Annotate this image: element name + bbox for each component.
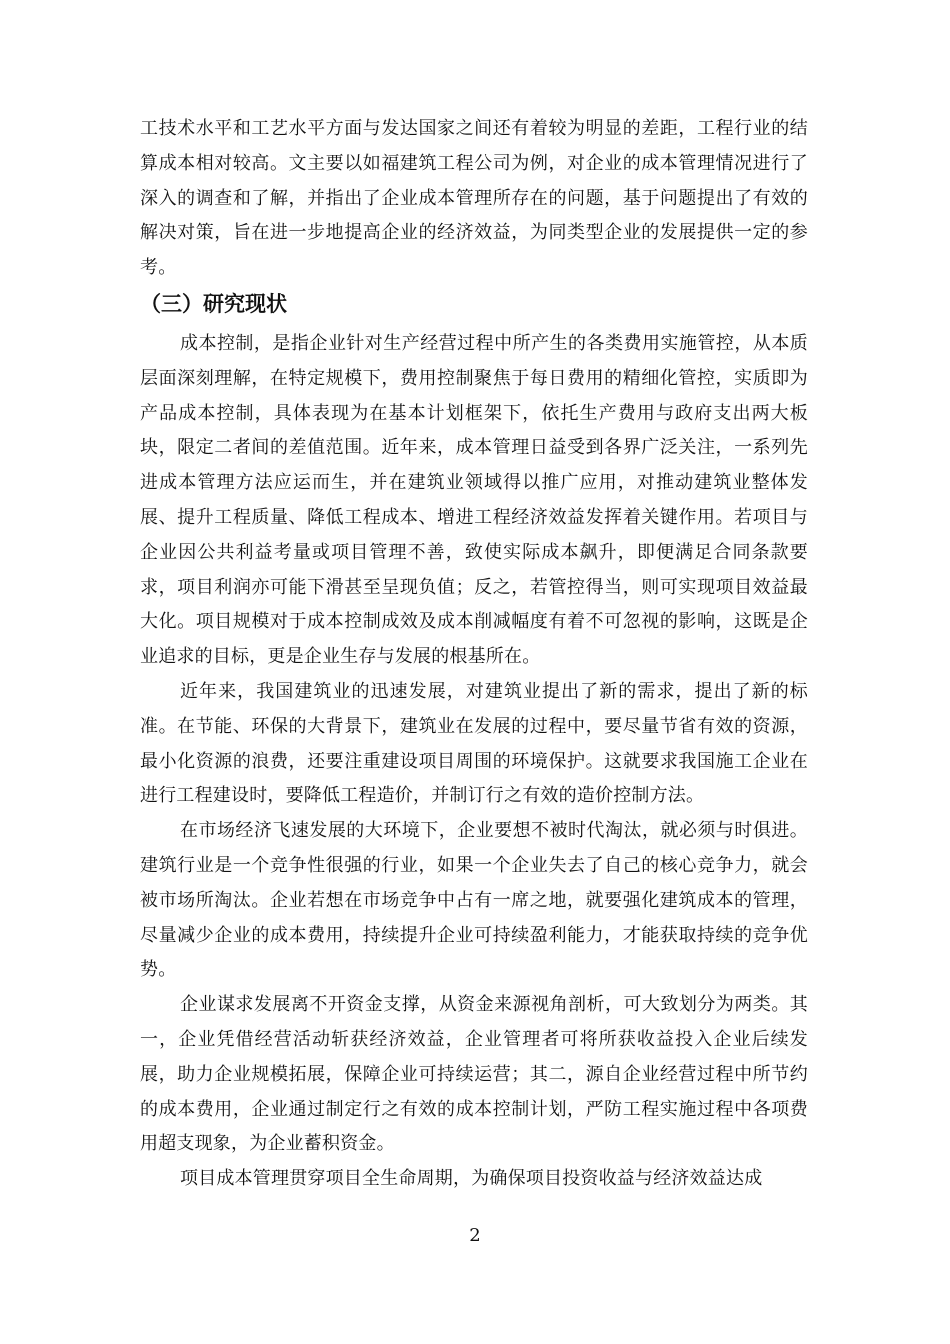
page-number: 2 <box>469 1225 481 1246</box>
body-paragraph-market-competition: 在市场经济飞速发展的大环境下，企业要想不被时代淘汰，就必须与时俱进。建筑行业是一个竞争性很强的行业，如果一个企业失去了自己的核心竞争力，就会被市场所淘汰。企业若想在市场竞争中占有一席之地，就要强化建筑成本的管理，尽量减少企业的成本费用，持续提升企业可持续盈利能力，才能获取持续的竞争优势。 <box>140 820 808 981</box>
body-paragraph-industry-development: 近年来，我国建筑业的迅速发展，对建筑业提出了新的需求，提出了新的标准。在节能、环保的大背景下，建筑业在发展的过程中，要尽量节省有效的资源，最小化资源的浪费，还要注重建设项目周围的环境保护。这就要求我国施工企业在进行工程建设时，要降低工程造价，并制订行之有效的造价控制方法。 <box>140 680 808 807</box>
body-paragraph-funding-sources: 企业谋求发展离不开资金支撑，从资金来源视角剖析，可大致划分为两类。其一，企业凭借经营活动斩获经济效益，企业管理者可将所获收益投入企业后续发展，助力企业规模拓展，保障企业可持续运营；其二，源自企业经营过程中所节约的成本费用，企业通过制定行之有效的成本控制计划，严防工程实施过程中各项费用超支现象，为企业蓄积资金。 <box>140 994 808 1155</box>
body-paragraph-project-cost-management: 项目成本管理贯穿项目全生命周期，为确保项目投资收益与经济效益达成 <box>180 1168 763 1190</box>
body-text-block <box>140 327 808 1197</box>
intro-paragraph: 工技术水平和工艺水平方面与发达国家之间还有着较为明显的差距，工程行业的结算成本相对较高。文主要以如福建筑工程公司为例，对企业的成本管理情况进行了深入的调查和了解，并指出了企业成本管理所存在的问题，基于问题提出了有效的解决对策，旨在进一步地提高企业的经济效益，为同类型企业的发展提供一定的参考。 <box>140 118 808 279</box>
body-paragraph-cost-control: 成本控制，是指企业针对生产经营过程中所产生的各类费用实施管控，从本质层面深刻理解，在特定规模下，费用控制聚焦于每日费用的精细化管控，实质即为产品成本控制，具体表现为在基本计划框架下，依托生产费用与政府支出两大板块，限定二者间的差值范围。近年来，成本管理日益受到各界广泛关注，一系列先进成本管理方法应运而生，并在建筑业领域得以推广应用，对推动建筑业整体发展、提升工程质量、降低工程成本、增进工程经济效益发挥着关键作用。若项目与企业因公共利益考量或项目管理不善，致使实际成本飙升，即便满足合同条款要求，项目利润亦可能下滑甚至呈现负值；反之，若管控得当，则可实现项目效益最大化。项目规模对于成本控制成效及成本削减幅度有着不可忽视的影响，这既是企业追求的目标，更是企业生存与发展的根基所在。 <box>140 333 808 668</box>
intro-text-block <box>140 112 808 286</box>
section-heading: （三）研究现状 <box>140 292 287 316</box>
